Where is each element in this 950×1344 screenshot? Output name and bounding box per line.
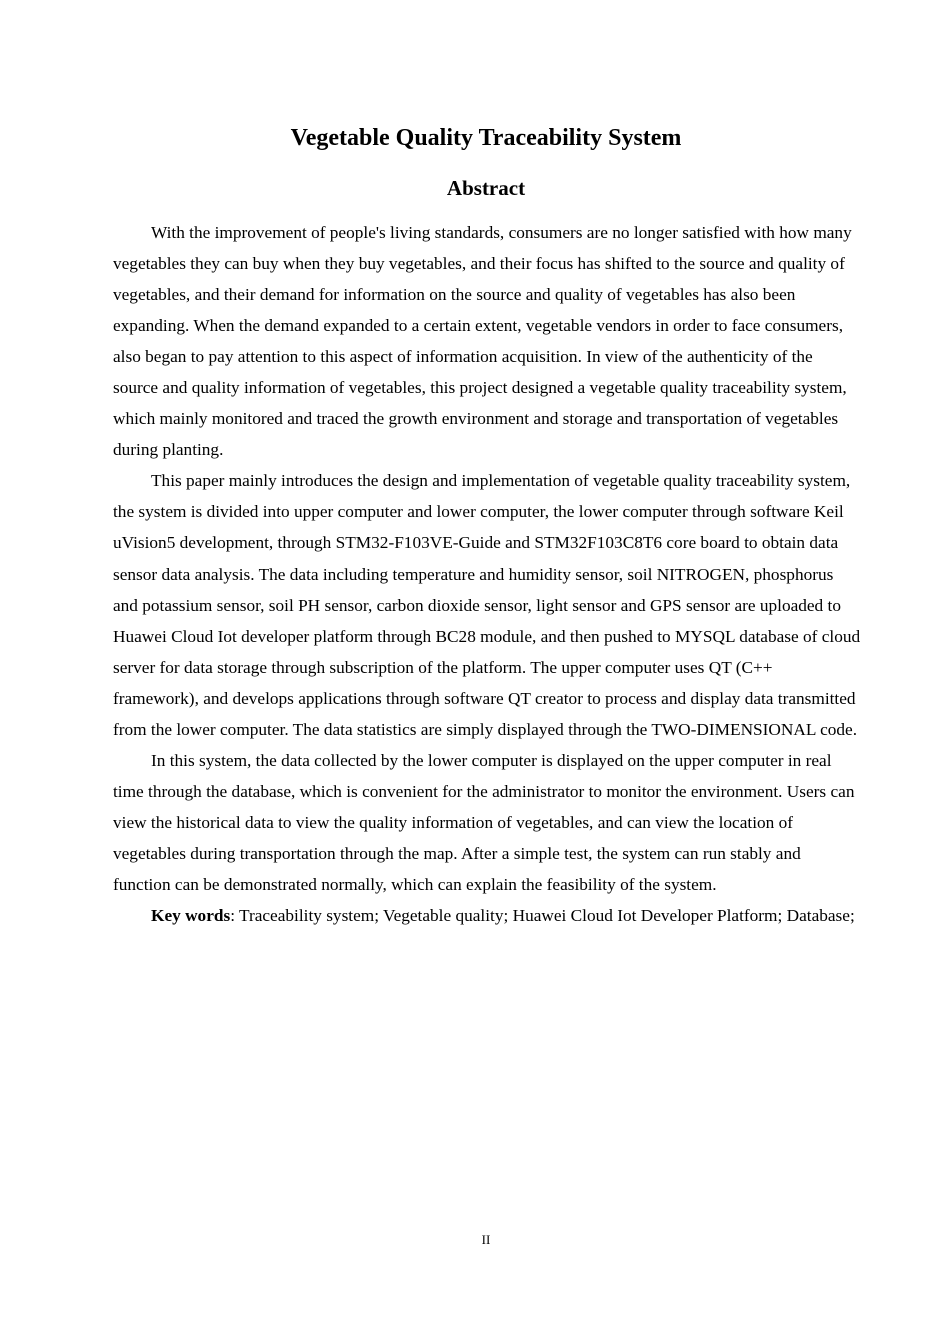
abstract-paragraph-3: In this system, the data collected by the lower computer is displayed on the upper computer in real time through the database, which is convenient for the administrator to monitor the environment. Users can view the historical data to view the quality information of vegetables, and can view the location of vegetables during transportation through the map. After a simple test, the system can run stably and function can be demonstrated normally, which can explain the feasibility of the system. (113, 750, 855, 894)
page-number: II (481, 1232, 491, 1247)
paper-title: Vegetable Quality Traceability System (290, 125, 682, 151)
keywords-label: Key words (151, 906, 231, 926)
keywords-paragraph (113, 900, 861, 931)
abstract-paragraph-1: With the improvement of people's living standards, consumers are no longer satisfied with how many vegetables they can buy when they buy vegetables, and their focus has shifted to the source and quality of vegetables, and their demand for information on the source and quality of vegetables has also been expanding. When the demand expanded to a certain extent, vegetable vendors in order to face consumers, also began to pay attention to this aspect of information acquisition. In view of the authenticity of the source and quality information of vegetables, this project designed a vegetable quality traceability system, which mainly monitored and traced the growth environment and storage and transportation of vegetables during planting. (113, 223, 852, 460)
abstract-paragraph-2: This paper mainly introduces the design and implementation of vegetable quality traceability system, the system is divided into upper computer and lower computer, the lower computer through software Keil uVision5 development, through STM32-F103VE-Guide and STM32F103C8T6 core board to obtain data sensor data analysis. The data including temperature and humidity sensor, soil NITROGEN, phosphorus and potassium sensor, soil PH sensor, carbon dioxide sensor, light sensor and GPS sensor are uploaded to Huawei Cloud Iot developer platform through BC28 module, and then pushed to MYSQL database of cloud server for data storage through subscription of the platform. The upper computer uses QT (C++ framework), and develops applications through software QT creator to process and display data transmitted from the lower computer. The data statistics are simply displayed through the TWO-DIMENSIONAL code. (113, 471, 861, 739)
abstract-heading: Abstract (446, 176, 526, 200)
abstract-body (113, 217, 861, 931)
keywords-text: : Traceability system; Vegetable quality; Huawei Cloud Iot Developer Platform; Database; (230, 906, 855, 926)
